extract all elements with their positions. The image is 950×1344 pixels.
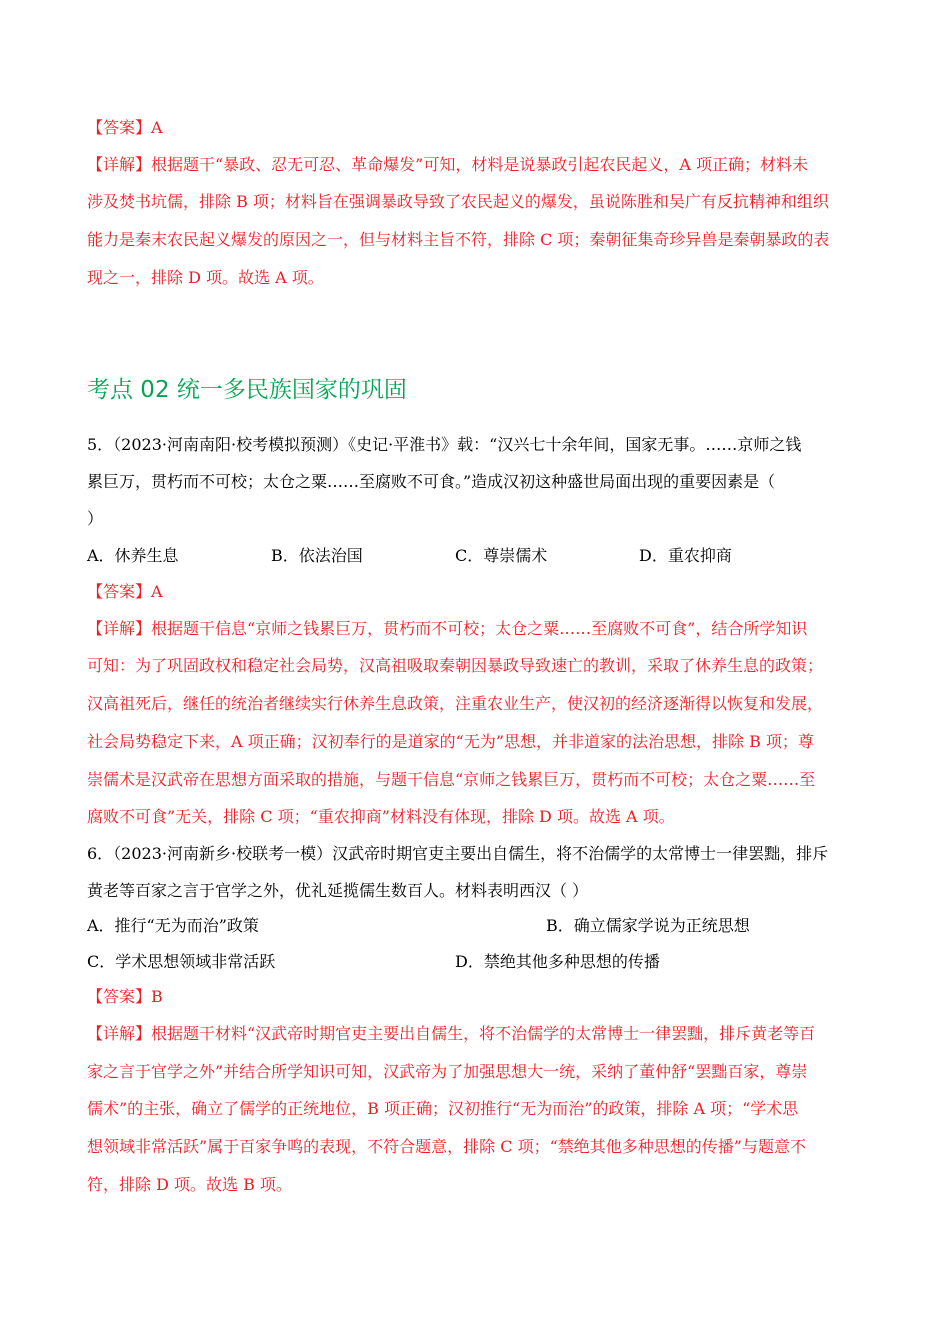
q5-option-a: A．休养生息 bbox=[87, 546, 179, 565]
q6-option-d: D．禁绝其他多种思想的传播 bbox=[455, 952, 660, 971]
q6-detail-line: 想领域非常活跃”属于百家争鸣的表现，不符合题意，排除 C 项；“禁绝其他多种思想的传播”与题意不 bbox=[87, 1137, 806, 1156]
q5-answer: 【答案】A bbox=[87, 582, 163, 601]
q6-detail-line: 家之言于官学之外”并结合所学知识可知，汉武帝为了加强思想大一统，采纳了董仲舒“罢黜百家，尊崇 bbox=[87, 1062, 808, 1081]
q4-detail-line: 能力是秦末农民起义爆发的原因之一，但与材料主旨不符，排除 C 项；秦朝征集奇珍异兽是秦朝暴政的表 bbox=[87, 230, 830, 249]
q5-detail-line: 社会局势稳定下来，A 项正确；汉初奉行的是道家的“无为”思想，并非道家的法治思想，排除 B 项；尊 bbox=[87, 732, 814, 751]
q6-option-c: C．学术思想领域非常活跃 bbox=[87, 952, 276, 971]
q5-stem-line: 5．（2023·河南南阳·校考模拟预测）《史记·平淮书》载：“汉兴七十余年间，国家无事。……京师之钱 bbox=[87, 435, 802, 454]
q6-stem-line: 6．（2023·河南新乡·校联考一模）汉武帝时期官吏主要出自儒生，将不治儒学的太常博士一律罢黜，排斥 bbox=[87, 844, 829, 863]
q5-stem-line: ） bbox=[87, 509, 104, 528]
q5-detail-line: 汉高祖死后，继任的统治者继续实行休养生息政策，注重农业生产，使汉初的经济逐渐得以恢复和发展， bbox=[87, 694, 824, 713]
q6-detail-line: 【详解】根据题干材料“汉武帝时期官吏主要出自儒生，将不治儒学的太常博士一律罢黜，排斥黄老等百 bbox=[87, 1024, 816, 1043]
q5-detail-line: 崇儒术是汉武帝在思想方面采取的措施，与题干信息“京师之钱累巨万，贯朽而不可校；太仓之粟……至 bbox=[87, 770, 816, 789]
q4-detail-line: 【详解】根据题干“暴政、忍无可忍、革命爆发”可知，材料是说暴政引起农民起义，A 项正确；材料未 bbox=[87, 155, 809, 174]
q5-option-b: B．依法治国 bbox=[271, 546, 363, 565]
q5-option-c: C．尊崇儒术 bbox=[455, 546, 548, 565]
q4-detail-line: 涉及焚书坑儒，排除 B 项；材料旨在强调暴政导致了农民起义的爆发，虽说陈胜和吴广有反抗精神和组织 bbox=[87, 192, 829, 211]
q5-detail-line: 腐败不可食”无关，排除 C 项；“重农抑商”材料没有体现，排除 D 项。故选 A 项。 bbox=[87, 807, 675, 826]
q4-answer: 【答案】A bbox=[87, 118, 163, 137]
q5-detail-line: 【详解】根据题干信息“京师之钱累巨万，贯朽而不可校；太仓之粟……至腐败不可食”，结合所学知识 bbox=[87, 619, 808, 638]
q6-option-b: B．确立儒家学说为正统思想 bbox=[546, 916, 750, 935]
q4-detail-line: 现之一，排除 D 项。故选 A 项。 bbox=[87, 268, 324, 287]
q6-detail-line: 儒术”的主张，确立了儒学的正统地位，B 项正确；汉初推行“无为而治”的政策，排除 A 项；“学术思 bbox=[87, 1099, 799, 1118]
q6-stem-line: 黄老等百家之言于官学之外，优礼延揽儒生数百人。材料表明西汉（ ） bbox=[87, 881, 589, 900]
q5-stem-line: 累巨万，贯朽而不可校；太仓之粟……至腐败不可食。”造成汉初这种盛世局面出现的重要因素是（ bbox=[87, 472, 776, 491]
q5-detail-line: 可知：为了巩固政权和稳定社会局势，汉高祖吸取秦朝因暴政导致速亡的教训，采取了休养生息的政策； bbox=[87, 656, 824, 675]
q5-option-d: D．重农抑商 bbox=[639, 546, 732, 565]
q6-detail-line: 符，排除 D 项。故选 B 项。 bbox=[87, 1175, 292, 1194]
q6-option-a: A．推行“无为而治”政策 bbox=[87, 916, 259, 935]
q6-answer: 【答案】B bbox=[87, 987, 163, 1006]
section-heading: 考点 02 统一多民族国家的巩固 bbox=[87, 377, 407, 403]
